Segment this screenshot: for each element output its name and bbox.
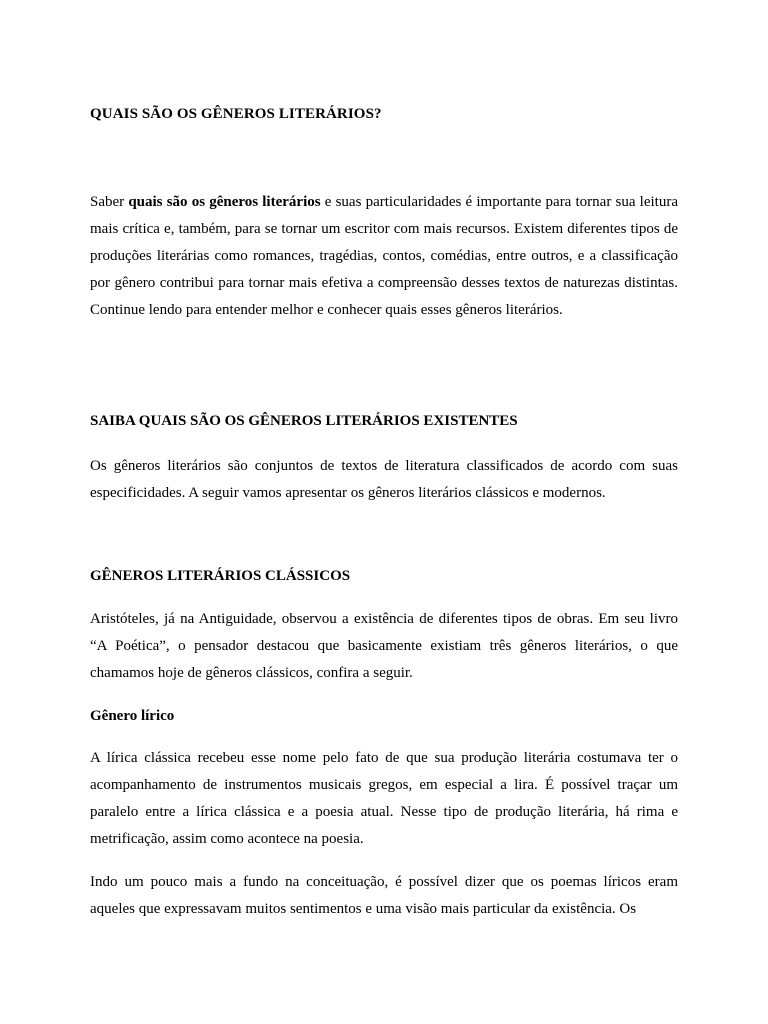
section-paragraph-existentes: Os gêneros literários são conjuntos de textos de literatura classificados de acordo com suas especificidades. A seguir vamos apresentar os gêneros literários clássicos e modernos. <box>90 458 678 501</box>
intro-text-start: Saber <box>90 194 129 210</box>
subsection-heading-lirico: Gênero lírico <box>90 708 175 724</box>
lirico-paragraph-1: A lírica clássica recebeu esse nome pelo fato de que sua produção literária costumava ter o acompanhamento de instrumentos musicais gregos, em especial a lira. É possível traçar um paralelo entre a lírica clássica e a poesia atual. Nesse tipo de produção literária, há rima e metrificação, assim como acontece na poesia. <box>90 750 678 847</box>
intro-text-end: e suas particularidades é importante para tornar sua leitura mais crítica e, também, para se tornar um escritor com mais recursos. Existem diferentes tipos de produções literárias como romances, tragédias, contos, comédias, entre outros, e a classificação por gênero contribui para tornar mais efetiva a compreensão desses textos de naturezas distintas. Continue lendo para entender melhor e conhecer quais esses gêneros literários. <box>90 194 678 318</box>
document-title: QUAIS SÃO OS GÊNEROS LITERÁRIOS? <box>90 106 382 122</box>
section-paragraph-classicos: Aristóteles, já na Antiguidade, observou a existência de diferentes tipos de obras. Em seu livro “A Poética”, o pensador destacou que basicamente existiam três gêneros literários, o que chamamos hoje de gêneros clássicos, confira a seguir. <box>90 611 678 681</box>
intro-paragraph <box>90 189 678 324</box>
intro-bold-phrase: quais são os gêneros literários <box>128 194 321 210</box>
lirico-paragraph-2: Indo um pouco mais a fundo na conceituação, é possível dizer que os poemas líricos eram aqueles que expressavam muitos sentimentos e uma visão mais particular da existência. Os <box>90 874 678 917</box>
section-heading-existentes: SAIBA QUAIS SÃO OS GÊNEROS LITERÁRIOS EXISTENTES <box>90 413 518 429</box>
document-page <box>90 0 678 1024</box>
section-heading-classicos: GÊNEROS LITERÁRIOS CLÁSSICOS <box>90 568 351 584</box>
